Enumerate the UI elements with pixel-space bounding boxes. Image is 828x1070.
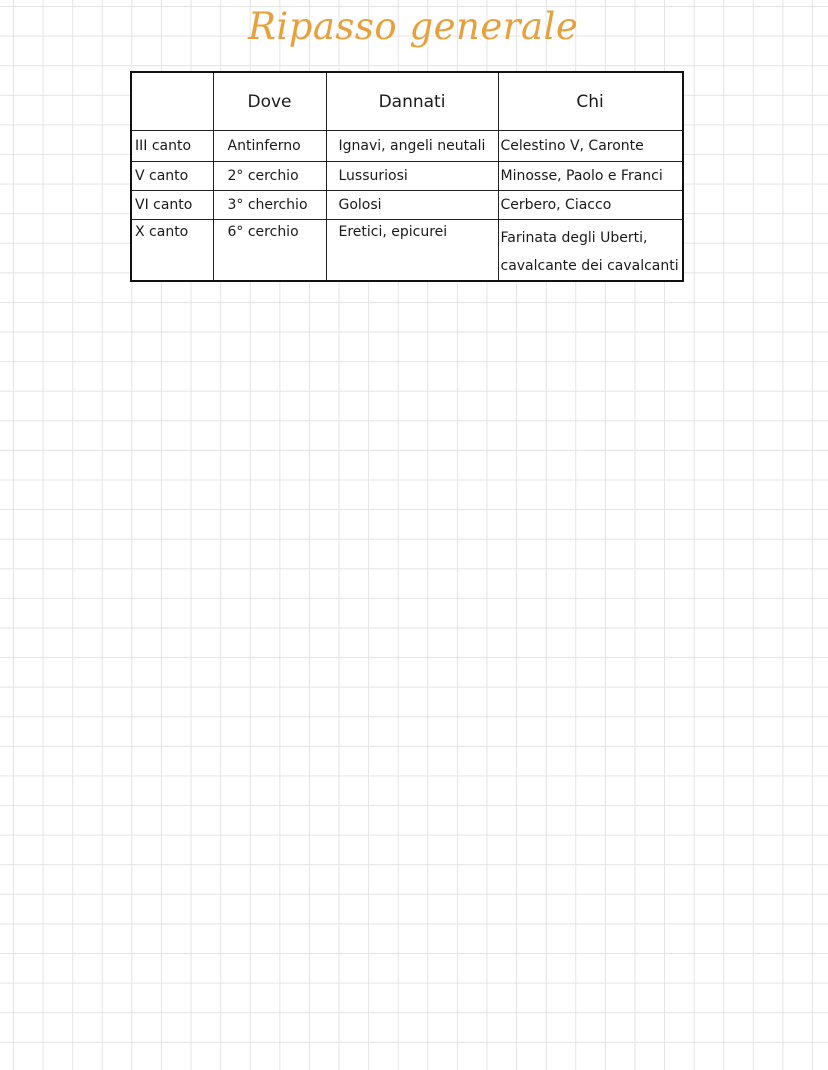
- cell-dove: 3° cherchio: [213, 191, 326, 220]
- cell-dove: 6° cerchio: [213, 220, 326, 282]
- header-chi: Chi: [498, 72, 683, 131]
- page-title: Ripasso generale: [248, 5, 579, 48]
- table-header-row: [131, 72, 683, 131]
- table-row: [131, 131, 683, 162]
- cell-canto: X canto: [131, 220, 213, 282]
- header-dove: Dove: [213, 72, 326, 131]
- cell-canto: III canto: [131, 131, 213, 162]
- header-dannati: Dannati: [326, 72, 498, 131]
- cell-canto: V canto: [131, 162, 213, 191]
- cell-dannati: Ignavi, angeli neutali: [326, 131, 498, 162]
- cell-chi: [498, 220, 683, 282]
- table-row: [131, 191, 683, 220]
- cell-chi-line: Celestino V, Caronte: [500, 138, 644, 154]
- cell-chi-line: cavalcante dei cavalcanti: [500, 258, 679, 274]
- cell-chi-line: Farinata degli Uberti,: [500, 230, 648, 246]
- cell-dannati: Eretici, epicurei: [326, 220, 498, 282]
- cell-dove: Antinferno: [213, 131, 326, 162]
- summary-table: [130, 71, 684, 282]
- cell-dannati: Golosi: [326, 191, 498, 220]
- cell-dannati: Lussuriosi: [326, 162, 498, 191]
- cell-chi: [498, 191, 683, 220]
- cell-chi: [498, 131, 683, 162]
- cell-chi: [498, 162, 683, 191]
- header-canto: [131, 72, 213, 131]
- table-row: [131, 162, 683, 191]
- table-row: [131, 220, 683, 282]
- cell-dove: 2° cerchio: [213, 162, 326, 191]
- cell-chi-line: Minosse, Paolo e Franci: [500, 168, 663, 184]
- cell-canto: VI canto: [131, 191, 213, 220]
- cell-chi-line: Cerbero, Ciacco: [500, 197, 612, 213]
